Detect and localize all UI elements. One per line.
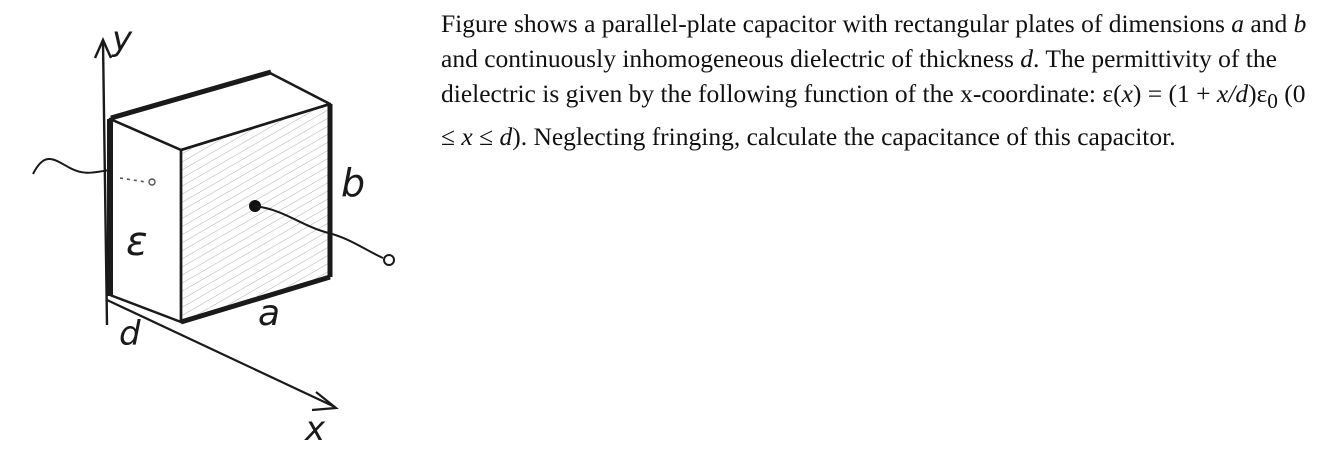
text-segment: ≤ <box>472 122 500 152</box>
text-segment: ). Neglecting fringing, calculate the capacitance of this capacitor. <box>512 122 1176 152</box>
plate-a-label: a <box>258 293 281 334</box>
problem-text <box>441 6 1316 154</box>
thickness-d-label: d <box>119 314 141 354</box>
text-segment: )ε <box>1248 79 1268 108</box>
var-b: b <box>1293 9 1307 38</box>
var-a: a <box>1231 9 1244 38</box>
text-segment: and <box>1244 9 1294 38</box>
y-axis-label: y <box>112 19 133 59</box>
problem-statement <box>441 6 1316 154</box>
x-axis-label: x <box>305 409 326 449</box>
x-axis <box>107 300 335 407</box>
var-x: x <box>461 122 473 152</box>
plate-b-label: b <box>341 161 366 205</box>
capacitor-figure <box>0 0 440 467</box>
text-segment: (0 ≤ <box>441 79 1306 152</box>
var-d: d <box>1020 44 1034 73</box>
left-lead-wire <box>33 159 110 174</box>
var-x-over-d: x/d <box>1216 79 1249 108</box>
epsilon-label: ε <box>126 219 148 265</box>
text-segment: . The permittivity of the dielectric is given by the following function of the x-coordinate: ε( <box>441 44 1277 108</box>
right-lead-end-icon <box>384 255 394 265</box>
subscript-zero: 0 <box>1267 89 1278 114</box>
text-segment: and continuously inhomogeneous dielectric of thickness <box>441 44 1021 73</box>
y-axis <box>103 42 107 325</box>
var-d: d <box>499 122 513 152</box>
text-segment: Figure shows a parallel-plate capacitor with rectangular plates of dimensions <box>441 9 1232 38</box>
var-x: x <box>1121 79 1133 108</box>
text-segment: ) = (1 + <box>1132 79 1217 108</box>
